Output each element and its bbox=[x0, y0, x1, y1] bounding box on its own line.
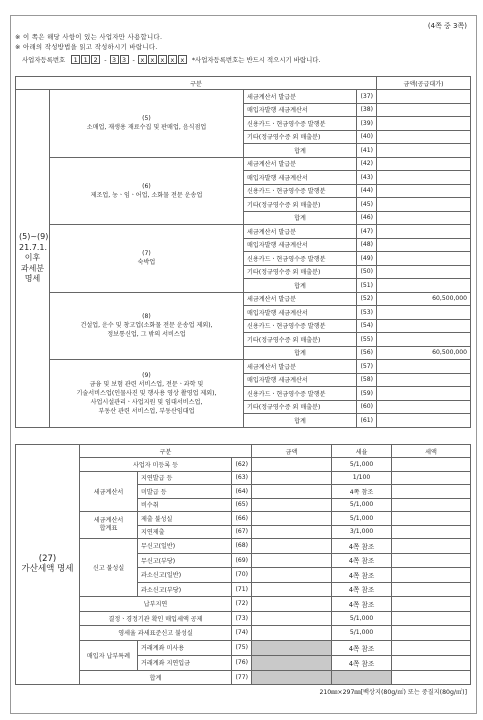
row-number: (40) bbox=[357, 130, 377, 144]
amount-cell[interactable] bbox=[252, 626, 332, 641]
row-number: (73) bbox=[232, 611, 252, 626]
header-amount: 금액 bbox=[252, 445, 332, 458]
industry-title-line: 정보통신업, 그 밖의 서비스업 bbox=[107, 331, 186, 339]
row-label: 신용카드ㆍ현금영수증 발행분 bbox=[244, 319, 357, 333]
row-label: 신용카드ㆍ현금영수증 발행분 bbox=[244, 117, 357, 131]
row-label: 매입자발행 세금계산서 bbox=[244, 171, 357, 185]
amount-cell[interactable] bbox=[377, 198, 471, 212]
amount-cell[interactable] bbox=[377, 252, 471, 266]
industry-title-line: 건설업, 운수 및 창고업(소화물 전문 운송업 제외), bbox=[80, 322, 213, 330]
amount-cell[interactable] bbox=[377, 373, 471, 387]
row-number: (64) bbox=[232, 485, 252, 499]
row-label: 기타(정규영수증 외 매출분) bbox=[244, 400, 357, 414]
amount-cell[interactable] bbox=[377, 333, 471, 347]
row-label: 신용카드ㆍ현금영수증 발행분 bbox=[244, 387, 357, 401]
row-number: (55) bbox=[357, 333, 377, 347]
row-number: (76) bbox=[232, 655, 252, 670]
header-rate: 세율 bbox=[332, 445, 392, 458]
note-2: ※ 아래의 작성방법을 읽고 작성하시기 바랍니다. bbox=[15, 43, 158, 51]
row-label: 합계 bbox=[244, 211, 357, 225]
row-label: 세금계산서 발급분 bbox=[244, 360, 357, 374]
biz-digit[interactable]: 3 bbox=[110, 55, 119, 64]
amount-cell[interactable] bbox=[252, 512, 332, 526]
row-number: (38) bbox=[357, 103, 377, 117]
rate-cell: 5/1,000 bbox=[332, 626, 392, 641]
industry-title-line: 숙박업 bbox=[137, 259, 156, 267]
row-label: 거래계좌 미사용 bbox=[138, 640, 232, 655]
biz-digit[interactable]: x bbox=[178, 55, 187, 64]
row-label: 비수취 bbox=[138, 498, 232, 512]
tax-cell[interactable] bbox=[392, 525, 471, 539]
amount-cell[interactable] bbox=[377, 387, 471, 401]
row-number: (44) bbox=[357, 184, 377, 198]
left-title-line: 가산세액 명세 bbox=[21, 564, 74, 575]
row-number: (60) bbox=[357, 400, 377, 414]
row-label: 합계 bbox=[244, 414, 357, 428]
header-tax: 세액 bbox=[392, 445, 471, 458]
row-label: 합계 bbox=[244, 346, 357, 360]
biz-number-note: *사업자등록번호는 반드시 적으시기 바랍니다. bbox=[191, 56, 321, 64]
row-number: (68) bbox=[232, 539, 252, 554]
rate-cell: 3/1,000 bbox=[332, 525, 392, 539]
amount-cell[interactable] bbox=[377, 238, 471, 252]
group-label-line: 세금계산서 bbox=[93, 517, 124, 524]
rate-cell: 4쪽 참조 bbox=[332, 640, 392, 655]
group-label-special: 매입자 납부특례 bbox=[80, 640, 138, 670]
row-label: 세금계산서 발급분 bbox=[244, 292, 357, 306]
row-label: 사업자 미등록 등 bbox=[80, 458, 232, 472]
biz-digit[interactable]: x bbox=[138, 55, 147, 64]
row-number: (47) bbox=[357, 225, 377, 239]
biz-digit[interactable]: x bbox=[148, 55, 157, 64]
amount-cell[interactable] bbox=[377, 279, 471, 293]
rate-cell: 4쪽 참조 bbox=[332, 539, 392, 554]
row-label: 납부지연 bbox=[80, 597, 232, 612]
industry-title-line: 금융 및 보험 관련 서비스업, 전문ㆍ과학 및 bbox=[89, 380, 204, 388]
row-number: (74) bbox=[232, 626, 252, 641]
amount-cell[interactable] bbox=[377, 319, 471, 333]
amount-cell[interactable] bbox=[377, 414, 471, 428]
rate-cell: 1/100 bbox=[332, 471, 392, 485]
row-number: (42) bbox=[357, 157, 377, 171]
row-number: (63) bbox=[232, 471, 252, 485]
amount-cell-disabled bbox=[252, 640, 332, 655]
penalty-tax-table bbox=[15, 444, 471, 685]
row-label: 기타(정규영수증 외 매출분) bbox=[244, 130, 357, 144]
rate-cell-disabled bbox=[332, 670, 392, 684]
amount-cell[interactable] bbox=[252, 471, 332, 485]
industry-title-line: 부동산 관련 서비스업, 부동산임대업 bbox=[98, 407, 195, 415]
row-number: (54) bbox=[357, 319, 377, 333]
row-number: (52) bbox=[357, 292, 377, 306]
industry-title-line: 제조업, 농ㆍ임ㆍ어업, 소화물 전문 운송업 bbox=[90, 191, 203, 199]
biz-digit[interactable]: 1 bbox=[81, 55, 90, 64]
tax-cell[interactable] bbox=[392, 485, 471, 499]
amount-cell[interactable] bbox=[377, 90, 471, 104]
tax-cell[interactable] bbox=[392, 582, 471, 597]
row-label: 합계 bbox=[80, 670, 232, 684]
row-label: 결정ㆍ경정기관 확인 매입세액 공제 bbox=[80, 611, 232, 626]
row-label: 거래계좌 지연입금 bbox=[138, 655, 232, 670]
row-number: (77) bbox=[232, 670, 252, 684]
tax-cell[interactable] bbox=[392, 597, 471, 612]
header-gubun: 구분 bbox=[80, 445, 252, 458]
row-number: (67) bbox=[232, 525, 252, 539]
row-label: 세금계산서 발급분 bbox=[244, 157, 357, 171]
tax-cell[interactable] bbox=[392, 655, 471, 670]
row-label: 과소신고(부당) bbox=[138, 582, 232, 597]
amount-cell[interactable] bbox=[252, 597, 332, 612]
paper-spec-footer: 210㎜×297㎜[백상지(80g/㎡) 또는 중질지(80g/㎡)] bbox=[319, 689, 467, 696]
row-label: 합계 bbox=[244, 144, 357, 158]
amount-cell[interactable] bbox=[252, 525, 332, 539]
rate-cell: 4쪽 참조 bbox=[332, 553, 392, 568]
amount-cell[interactable] bbox=[252, 611, 332, 626]
amount-cell[interactable] bbox=[377, 157, 471, 171]
tax-cell[interactable] bbox=[392, 498, 471, 512]
row-number: (37) bbox=[357, 90, 377, 104]
row-label: 세금계산서 발급분 bbox=[244, 225, 357, 239]
tax-cell[interactable] bbox=[392, 640, 471, 655]
amount-cell[interactable] bbox=[377, 184, 471, 198]
biz-digit[interactable]: x bbox=[168, 55, 177, 64]
row-label: 무신고(부당) bbox=[138, 553, 232, 568]
amount-cell[interactable] bbox=[252, 498, 332, 512]
left-title-line: 이후 bbox=[24, 253, 41, 262]
amount-cell[interactable] bbox=[377, 130, 471, 144]
tax-cell[interactable] bbox=[392, 670, 471, 684]
industry-title-line: (6) bbox=[142, 182, 151, 190]
industry-title-line: (7) bbox=[142, 250, 151, 258]
row-label: 신용카드ㆍ현금영수증 발행분 bbox=[244, 252, 357, 266]
row-label: 합계 bbox=[244, 279, 357, 293]
row-number: (72) bbox=[232, 597, 252, 612]
amount-cell[interactable] bbox=[377, 211, 471, 225]
sales-by-industry-table bbox=[15, 76, 471, 428]
left-title-line: 과세분 bbox=[20, 263, 45, 273]
amount-cell[interactable] bbox=[377, 144, 471, 158]
tax-cell[interactable] bbox=[392, 568, 471, 583]
row-number: (58) bbox=[357, 373, 377, 387]
row-number: (56) bbox=[357, 346, 377, 360]
amount-cell-disabled bbox=[252, 655, 332, 670]
row-number: (39) bbox=[357, 117, 377, 131]
row-label: 매입자발행 세금계산서 bbox=[244, 306, 357, 320]
industry-7-title bbox=[50, 225, 244, 293]
row-number: (75) bbox=[232, 640, 252, 655]
row-label: 영세율 과세표준신고 불성실 bbox=[80, 626, 232, 641]
row-number: (65) bbox=[232, 498, 252, 512]
row-number: (70) bbox=[232, 568, 252, 583]
biz-digit[interactable]: x bbox=[158, 55, 167, 64]
biz-digit[interactable]: 1 bbox=[71, 55, 80, 64]
biz-number-row bbox=[22, 54, 320, 65]
row-number: (62) bbox=[232, 458, 252, 472]
row-label: 미발급 등 bbox=[138, 485, 232, 499]
industry-title-line: 기술서비스업(인물사진 및 행사용 영상 촬영업 제외), bbox=[76, 389, 217, 397]
tax-cell[interactable] bbox=[392, 611, 471, 626]
amount-cell[interactable] bbox=[377, 103, 471, 117]
amount-cell[interactable] bbox=[252, 582, 332, 597]
amount-cell-disabled bbox=[252, 670, 332, 684]
amount-cell[interactable] bbox=[377, 225, 471, 239]
row-label: 제출 불성실 bbox=[138, 512, 232, 526]
row-label: 신용카드ㆍ현금영수증 발행분 bbox=[244, 184, 357, 198]
rate-cell: 4쪽 참조 bbox=[332, 597, 392, 612]
row-number: (49) bbox=[357, 252, 377, 266]
row-number: (43) bbox=[357, 171, 377, 185]
industry-6-title bbox=[50, 157, 244, 225]
row-label: 매입자발행 세금계산서 bbox=[244, 238, 357, 252]
note-1: ※ 이 쪽은 해당 사항이 있는 사업자만 사용합니다. bbox=[15, 33, 163, 41]
section-left-title bbox=[16, 90, 50, 428]
amount-cell[interactable] bbox=[377, 306, 471, 320]
row-number: (45) bbox=[357, 198, 377, 212]
rate-cell: 5/1,000 bbox=[332, 611, 392, 626]
industry-title-line: (5) bbox=[142, 115, 151, 123]
industry-8-title bbox=[50, 292, 244, 360]
biz-digit[interactable]: 3 bbox=[120, 55, 129, 64]
row-number: (41) bbox=[357, 144, 377, 158]
industry-9-title bbox=[50, 360, 244, 428]
row-label: 기타(정규영수증 외 매출분) bbox=[244, 333, 357, 347]
row-number: (66) bbox=[232, 512, 252, 526]
row-label: 지연제출 bbox=[138, 525, 232, 539]
tax-cell[interactable] bbox=[392, 471, 471, 485]
amount-cell[interactable] bbox=[377, 265, 471, 279]
amount-cell[interactable] bbox=[377, 360, 471, 374]
page-label: (4쪽 중 3쪽) bbox=[427, 22, 467, 30]
row-label: 기타(정규영수증 외 매출분) bbox=[244, 198, 357, 212]
row-number: (57) bbox=[357, 360, 377, 374]
row-label: 기타(정규영수증 외 매출분) bbox=[244, 265, 357, 279]
amount-cell[interactable] bbox=[252, 568, 332, 583]
group-label-report: 신고 불성실 bbox=[80, 539, 138, 597]
tax-cell[interactable] bbox=[392, 553, 471, 568]
row-number: (71) bbox=[232, 582, 252, 597]
amount-cell[interactable] bbox=[252, 485, 332, 499]
row-number: (51) bbox=[357, 279, 377, 293]
rate-cell: 5/1,000 bbox=[332, 498, 392, 512]
amount-cell[interactable] bbox=[377, 117, 471, 131]
industry-title-line: 사업시설관리ㆍ사업지원 및 임대서비스업, bbox=[90, 398, 203, 406]
penalty-left-title bbox=[16, 445, 80, 685]
amount-cell[interactable] bbox=[252, 553, 332, 568]
amount-cell[interactable] bbox=[252, 539, 332, 554]
rate-cell: 4쪽 참조 bbox=[332, 582, 392, 597]
industry-title-line: 소매업, 재생용 재료수집 및 판매업, 음식점업 bbox=[86, 124, 207, 132]
group-label-line: 합계표 bbox=[99, 525, 118, 532]
tax-cell[interactable] bbox=[392, 626, 471, 641]
biz-digit[interactable]: 2 bbox=[91, 55, 100, 64]
row-label: 매입자발행 세금계산서 bbox=[244, 103, 357, 117]
left-title-line: 명세 bbox=[24, 274, 41, 283]
row-number: (59) bbox=[357, 387, 377, 401]
row-number: (48) bbox=[357, 238, 377, 252]
amount-cell[interactable] bbox=[377, 171, 471, 185]
row-number: (50) bbox=[357, 265, 377, 279]
tax-cell[interactable] bbox=[392, 458, 471, 472]
row-label: 지연발급 등 bbox=[138, 471, 232, 485]
row-number: (61) bbox=[357, 414, 377, 428]
amount-cell[interactable]: 60,500,000 bbox=[377, 292, 471, 306]
left-title-line: 21.7.1. bbox=[19, 242, 47, 252]
row-label: 과소신고(일반) bbox=[138, 568, 232, 583]
rate-cell: 4쪽 참조 bbox=[332, 485, 392, 499]
rate-cell: 4쪽 참조 bbox=[332, 568, 392, 583]
rate-cell: 5/1,000 bbox=[332, 458, 392, 472]
biz-number-label: 사업자등록번호 bbox=[22, 56, 66, 64]
row-label: 세금계산서 발급분 bbox=[244, 90, 357, 104]
row-label: 매입자발행 세금계산서 bbox=[244, 373, 357, 387]
amount-cell[interactable]: 60,500,000 bbox=[377, 346, 471, 360]
left-title-line: (27) bbox=[38, 553, 57, 564]
industry-5-title bbox=[50, 90, 244, 158]
dash: - bbox=[104, 55, 107, 64]
group-label-invoice: 세금계산서 bbox=[80, 471, 138, 512]
row-number: (46) bbox=[357, 211, 377, 225]
row-label: 무신고(일반) bbox=[138, 539, 232, 554]
group-label-total-statement bbox=[80, 512, 138, 539]
industry-title-line: (9) bbox=[142, 371, 151, 379]
rate-cell: 4쪽 참조 bbox=[332, 655, 392, 670]
left-title-line: (5)~(9) bbox=[19, 232, 49, 241]
row-number: (53) bbox=[357, 306, 377, 320]
dash: - bbox=[132, 55, 135, 64]
amount-cell[interactable] bbox=[252, 458, 332, 472]
row-number: (69) bbox=[232, 553, 252, 568]
amount-cell[interactable] bbox=[377, 400, 471, 414]
tax-cell[interactable] bbox=[392, 539, 471, 554]
rate-cell: 5/1,000 bbox=[332, 512, 392, 526]
header-gubun: 구분 bbox=[16, 77, 377, 90]
tax-cell[interactable] bbox=[392, 512, 471, 526]
header-amount: 금액(공급대가) bbox=[377, 77, 471, 90]
industry-title-line: (8) bbox=[142, 313, 151, 321]
